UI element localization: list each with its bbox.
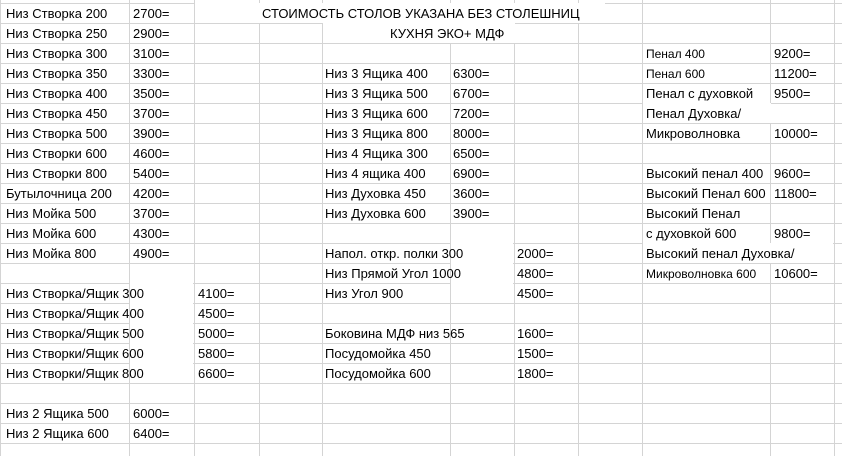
- item-name-cell[interactable]: Пенал 600: [646, 67, 705, 81]
- item-name-cell[interactable]: Низ 3 Ящика 400: [325, 66, 428, 81]
- item-price-cell[interactable]: 8000=: [453, 126, 490, 141]
- item-price-cell[interactable]: 5800=: [198, 346, 235, 361]
- item-name-cell[interactable]: Низ 2 Ящика 600: [6, 426, 109, 441]
- item-name-cell[interactable]: Низ Створка 450: [6, 106, 108, 121]
- row-gridline: [0, 443, 842, 444]
- row-gridline: [0, 403, 842, 404]
- item-price-cell[interactable]: 3900=: [453, 206, 490, 221]
- item-price-cell[interactable]: 6500=: [453, 146, 490, 161]
- item-name-cell[interactable]: Низ 4 Ящика 300: [325, 146, 428, 161]
- item-price-cell[interactable]: 4100=: [198, 286, 235, 301]
- item-name-cell[interactable]: Низ Мойка 800: [6, 246, 97, 261]
- item-name-cell[interactable]: Низ Створка 300: [6, 46, 108, 61]
- item-name-cell[interactable]: Низ Створка 400: [6, 86, 108, 101]
- item-name-cell[interactable]: Посудомойка 600: [325, 366, 431, 381]
- item-price-cell[interactable]: 5400=: [133, 166, 170, 181]
- item-name-cell[interactable]: Посудомойка 450: [325, 346, 431, 361]
- item-name-cell[interactable]: Низ Створка 250: [6, 26, 108, 41]
- item-price-cell[interactable]: 2900=: [133, 26, 170, 41]
- item-name-cell[interactable]: Низ Створка/Ящик 400: [6, 306, 144, 321]
- column-gridline: [194, 0, 195, 456]
- item-name-cell[interactable]: Микроволновка 600: [646, 267, 757, 281]
- item-name-cell[interactable]: Низ Створка/Ящик 500: [6, 326, 144, 341]
- column-gridline: [834, 0, 835, 456]
- item-price-cell[interactable]: 9200=: [774, 46, 811, 61]
- item-name-cell[interactable]: Низ Створка 500: [6, 126, 108, 141]
- item-name-cell[interactable]: Низ Створка 200: [6, 6, 108, 21]
- item-price-cell[interactable]: 3300=: [133, 66, 170, 81]
- item-price-cell[interactable]: 3700=: [133, 106, 170, 121]
- column-gridline: [259, 0, 260, 456]
- item-name-cell[interactable]: Низ 2 Ящика 500: [6, 406, 109, 421]
- item-price-cell[interactable]: 9600=: [774, 166, 811, 181]
- item-name-cell[interactable]: Низ Створки/Ящик 600: [6, 346, 144, 361]
- item-price-cell[interactable]: 1800=: [517, 366, 554, 381]
- item-price-cell[interactable]: 6000=: [133, 406, 170, 421]
- item-price-cell[interactable]: 4300=: [133, 226, 170, 241]
- item-name-cell[interactable]: Высокий Пенал 600: [646, 186, 766, 201]
- item-name-cell[interactable]: Пенал с духовкой: [646, 86, 754, 101]
- item-name-cell[interactable]: Пенал 400: [646, 47, 705, 61]
- item-name-cell[interactable]: Бутылочница 200: [6, 186, 112, 201]
- item-price-cell[interactable]: 4500=: [517, 286, 554, 301]
- item-name-cell[interactable]: Высокий пенал Духовка/: [646, 246, 795, 261]
- item-name-cell[interactable]: Низ 3 Ящика 600: [325, 106, 428, 121]
- item-name-cell[interactable]: Низ Угол 900: [325, 286, 404, 301]
- item-price-cell[interactable]: 7200=: [453, 106, 490, 121]
- item-price-cell[interactable]: 9500=: [774, 86, 811, 101]
- item-price-cell[interactable]: 4600=: [133, 146, 170, 161]
- item-name-cell[interactable]: Низ 4 ящика 400: [325, 166, 426, 181]
- item-name-cell[interactable]: Напол. откр. полки 300: [325, 246, 464, 261]
- sheet-title: СТОИМОСТЬ СТОЛОВ УКАЗАНА БЕЗ СТОЛЕШНИЦ: [262, 6, 580, 21]
- item-price-cell[interactable]: 3700=: [133, 206, 170, 221]
- item-name-cell[interactable]: Низ Створка 350: [6, 66, 108, 81]
- item-price-cell[interactable]: 3100=: [133, 46, 170, 61]
- column-gridline: [642, 0, 643, 456]
- item-price-cell[interactable]: 10000=: [774, 126, 818, 141]
- item-price-cell[interactable]: 3600=: [453, 186, 490, 201]
- item-name-cell[interactable]: Пенал Духовка/: [646, 106, 742, 121]
- item-price-cell[interactable]: 5000=: [198, 326, 235, 341]
- item-price-cell[interactable]: 1600=: [517, 326, 554, 341]
- item-name-cell[interactable]: Низ 3 Ящика 800: [325, 126, 428, 141]
- item-name-cell[interactable]: Низ Мойка 500: [6, 206, 97, 221]
- item-price-cell[interactable]: 2000=: [517, 246, 554, 261]
- item-name-cell[interactable]: Низ Створки/Ящик 800: [6, 366, 144, 381]
- item-price-cell[interactable]: 9800=: [774, 226, 811, 241]
- item-price-cell[interactable]: 11800=: [774, 186, 817, 201]
- row-gridline: [0, 423, 842, 424]
- item-name-cell[interactable]: Высокий Пенал: [646, 206, 741, 221]
- item-name-cell[interactable]: Низ Створка/Ящик 300: [6, 286, 144, 301]
- item-name-cell[interactable]: Высокий пенал 400: [646, 166, 764, 181]
- item-name-cell[interactable]: Микроволновка: [646, 126, 741, 141]
- item-price-cell[interactable]: 4800=: [517, 266, 554, 281]
- item-name-cell[interactable]: Низ Прямой Угол 1000: [325, 266, 461, 281]
- item-price-cell[interactable]: 1500=: [517, 346, 554, 361]
- sheet-subtitle: КУХНЯ ЭКО+ МДФ: [390, 26, 505, 41]
- item-price-cell[interactable]: 3500=: [133, 86, 170, 101]
- item-price-cell[interactable]: 2700=: [133, 6, 170, 21]
- item-name-cell[interactable]: Боковина МДФ низ 565: [325, 326, 465, 341]
- item-name-cell[interactable]: с духовкой 600: [646, 226, 737, 241]
- item-price-cell[interactable]: 6900=: [453, 166, 490, 181]
- item-name-cell[interactable]: Низ Створки 600: [6, 146, 108, 161]
- column-gridline: [770, 0, 771, 456]
- item-price-cell[interactable]: 6400=: [133, 426, 170, 441]
- item-name-cell[interactable]: Низ 3 Ящика 500: [325, 86, 428, 101]
- item-name-cell[interactable]: Низ Створки 800: [6, 166, 108, 181]
- item-name-cell[interactable]: Низ Духовка 600: [325, 206, 426, 221]
- column-gridline: [514, 0, 515, 456]
- column-gridline: [578, 0, 579, 456]
- item-name-cell[interactable]: Низ Духовка 450: [325, 186, 426, 201]
- item-price-cell[interactable]: 6300=: [453, 66, 490, 81]
- item-price-cell[interactable]: 3900=: [133, 126, 170, 141]
- item-price-cell[interactable]: 11200=: [774, 66, 817, 81]
- item-price-cell[interactable]: 6700=: [453, 86, 490, 101]
- item-name-cell[interactable]: Низ Мойка 600: [6, 226, 97, 241]
- item-price-cell[interactable]: 6600=: [198, 366, 235, 381]
- item-price-cell[interactable]: 10600=: [774, 266, 818, 281]
- column-gridline: [129, 0, 130, 456]
- column-gridline: [0, 0, 1, 456]
- item-price-cell[interactable]: 4500=: [198, 306, 235, 321]
- item-price-cell[interactable]: 4200=: [133, 186, 170, 201]
- item-price-cell[interactable]: 4900=: [133, 246, 170, 261]
